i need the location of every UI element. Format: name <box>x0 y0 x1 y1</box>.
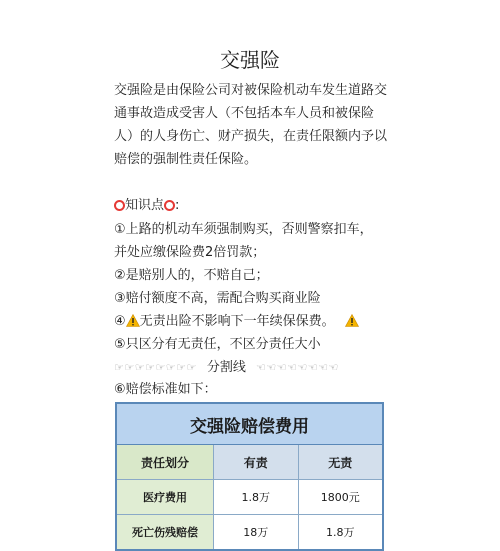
knowledge-heading <box>114 194 414 217</box>
point-4-text: 无责出险不影响下一年续保保费。 <box>139 314 335 329</box>
table-header-cell: 责任划分 <box>117 445 214 479</box>
point-line: 并处应缴保险费2倍罚款； <box>114 245 266 260</box>
knowledge-colon: : <box>175 198 180 213</box>
table-cell: 死亡伤残赔偿 <box>117 515 214 549</box>
table-header-cell: 有责 <box>214 445 298 479</box>
point-line: ①上路的机动车须强制购买，否则警察扣车， <box>114 222 373 237</box>
table-row <box>117 480 382 515</box>
warning-icon <box>126 312 140 335</box>
compensation-table <box>115 402 384 551</box>
red-circle-icon <box>164 200 175 211</box>
table-cell: 18万 <box>214 515 298 549</box>
separator-label: 分割线 <box>206 360 246 375</box>
intro-paragraph: 交强险是由保险公司对被保险机动车发生道路交通事故造成受害人（不包括本车人员和被保险人）的人身伤亡、财产损失，在责任限额内予以赔偿的强制性责任保险。 <box>114 83 388 167</box>
table-header-row <box>117 445 382 480</box>
point-line: ③赔付额度不高，需配合购买商业险 <box>114 291 321 306</box>
point-line: ②是赔别人的，不赔自己； <box>114 268 269 283</box>
separator-dashes: ☜☜☜☜☜☜☜☜ <box>255 361 339 374</box>
point-line: ⑤只区分有无责任，不区分责任大小 <box>114 337 321 352</box>
separator-dashes: ☞☞☞☞☞☞☞☞ <box>114 361 197 374</box>
table-cell: 1800元 <box>320 491 360 504</box>
point-4-line <box>114 310 414 335</box>
table-header-cell: 无责 <box>299 445 382 479</box>
table-title: 交强险赔偿费用 <box>117 404 382 445</box>
point-line: ⑥赔偿标准如下： <box>114 382 217 397</box>
knowledge-label: 知识点 <box>125 198 165 213</box>
separator-line <box>114 356 414 379</box>
page-title: 交强险 <box>220 48 280 72</box>
red-circle-icon <box>114 200 125 211</box>
warning-icon <box>345 312 359 335</box>
table-cell: 1.8万 <box>325 526 355 539</box>
point-4-prefix: ④ <box>114 314 126 329</box>
table-cell: 医疗费用 <box>117 480 214 514</box>
table-cell: 1.8万 <box>214 480 298 514</box>
table-row <box>117 515 382 549</box>
